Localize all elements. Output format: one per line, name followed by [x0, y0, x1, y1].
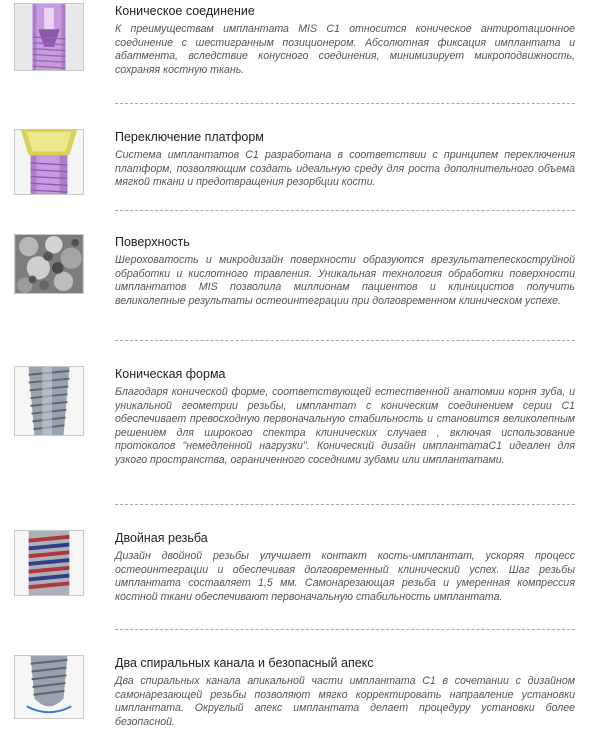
feature-title: Переключение платформ: [115, 130, 264, 144]
divider: [115, 210, 575, 211]
double-thread-icon: [14, 530, 84, 596]
feature-description: К преимуществам имплантата MIS C1 относится коническое антиротационное соединение с шестигранным позиционером. Абсолютная фиксация имплантата и абатмента, вследствие конусного соединения, минимизирует микроподвижность, сохраняя костную ткань.: [115, 23, 575, 76]
divider: [115, 340, 575, 341]
divider: [115, 103, 575, 104]
feature-title: Два спиральных канала и безопасный апекс: [115, 656, 374, 670]
surface-micro-icon: [14, 234, 84, 294]
platform-switching-icon: [14, 129, 84, 195]
divider: [115, 504, 575, 505]
feature-description: Система имплантатов C1 разработана в соответствии с принципем переключения платформ, позволяющим создать идеальную среду для роста дополнительного объема мягкой ткани и предотвращения резорбции кости.: [115, 149, 575, 189]
feature-title: Двойная резьба: [115, 531, 208, 545]
feature-description: Благодаря конической форме, соответствующей естественной анатомии корня зуба, и уникальной геометрии резьбы, имплантат с коническим соединением серии C1 обеспечивает превосходную первоначальную стабильность и становится великолепным решением для широкого спектра клинических случаев , включая использование протоколов "немедленной нагрузки". Конический дизайн имплантатаC1 идеален для узкого пространства, ограниченного соседними зубами или имплантатами.: [115, 386, 575, 466]
divider: [115, 629, 575, 630]
conical-connection-icon: [14, 3, 84, 71]
feature-title: Коническое соединение: [115, 4, 255, 18]
conical-shape-icon: [14, 366, 84, 436]
spiral-channels-icon: [14, 655, 84, 719]
feature-title: Коническая форма: [115, 367, 226, 381]
feature-description: Дизайн двойной резьбы улучшает контакт кость-имплантат, ускоряя процесс остеоинтеграции и обеспечивая долговременный клинический успех. Шаг резьбы имплантата составляет 1,5 мм. Самонарезающая резьба и умеренная компрессия костной ткани обеспечивают первоначальную стабильность имплантата.: [115, 550, 575, 603]
feature-description: Два спиральных канала апикальной части имплантата C1 в сочетании с дизайном самонарезающей резьбы позволяют мягко корректировать направление установки имплантата. Округлый апекс имплантата делает процедуру установки более безопасной.: [115, 675, 575, 728]
feature-description: Шероховатость и микродизайн поверхности образуются врезультатепескоструйной обработки и кислотного травления. Уникальная технология обработки поверхности имплантатов MIS позволила миллионам пациентов и клиницистов получить великолепные результаты остеоинтеграции при долговременном клиническом успехе.: [115, 254, 575, 307]
feature-title: Поверхность: [115, 235, 190, 249]
